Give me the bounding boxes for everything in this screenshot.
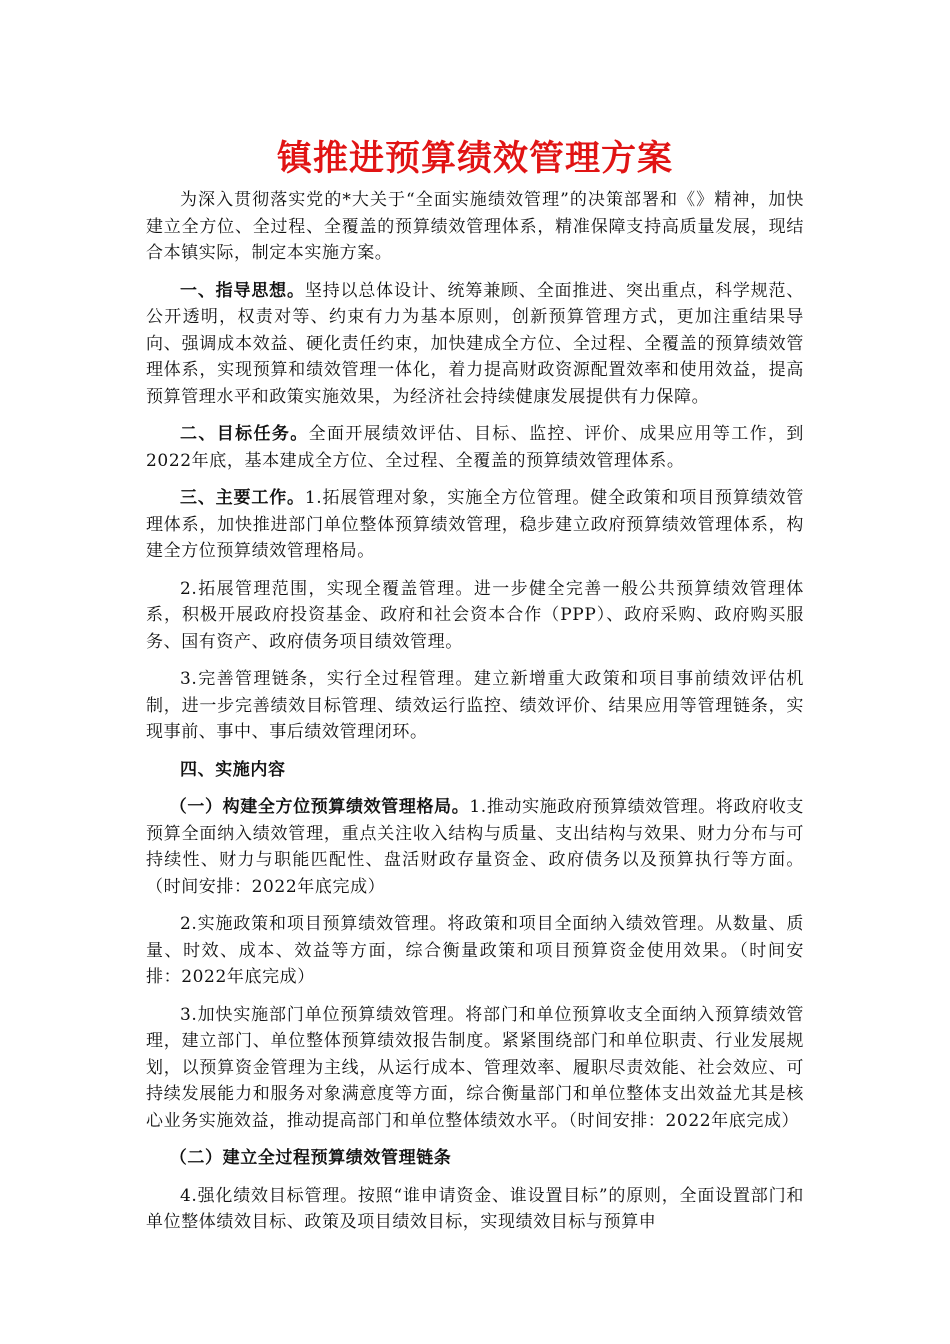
paragraph-implementation-3 — [146, 1002, 804, 1135]
paragraph-process-heading — [146, 1145, 804, 1172]
paragraph-implementation-2 — [146, 911, 804, 991]
paragraph-text: 3.加快实施部门单位预算绩效管理。将部门和单位预算收支全面纳入预算绩效管理，建立部门、单位整体预算绩效报告制度。紧紧围绕部门和单位职责、行业发展规划，以预算资金管理为主线，从运行成本、管理效率、履职尽责效能、社会效应、可持续发展能力和服务对象满意度等方面，综合衡量部门和单位整体支出效益尤其是核心业务实施效益，推动提高部门和单位整体绩效水平。（时间安排：2022年底完成） — [146, 1004, 804, 1131]
paragraph-text: 3.完善管理链条，实行全过程管理。建立新增重大政策和项目事前绩效评估机制，进一步完善绩效目标管理、绩效运行监控、绩效评价、结果应用等管理链条，实现事前、事中、事后绩效管理闭环。 — [146, 669, 804, 742]
section-heading: 三、主要工作。 — [180, 488, 305, 508]
paragraph-main-work-3 — [146, 666, 804, 746]
paragraph-implementation-heading — [146, 757, 804, 784]
paragraph-text: 2.实施政策和项目预算绩效管理。将政策和项目全面纳入绩效管理。从数量、质量、时效、成本、效益等方面，综合衡量政策和项目预算资金使用效果。（时间安排：2022年底完成） — [146, 914, 804, 987]
document-title: 镇推进预算绩效管理方案 — [276, 138, 673, 179]
paragraph-text: 2.拓展管理范围，实现全覆盖管理。进一步健全完善一般公共预算绩效管理体系，积极开展政府投资基金、政府和社会资本合作（PPP）、政府采购、政府购买服务、国有资产、政府债务项目绩效管理。 — [146, 578, 804, 652]
paragraph-main-work-1 — [146, 485, 804, 565]
paragraph-implementation-1 — [146, 794, 804, 900]
subsection-heading: （一）构建全方位预算绩效管理格局。 — [169, 797, 470, 817]
paragraph-text: 坚持以总体设计、统筹兼顾、全面推进、突出重点，科学规范、公开透明，权责对等、约束有力为基本原则，创新预算管理方式，更加注重结果导向、强调成本效益、硬化责任约束，加快建成全方位、全过程、全覆盖的预算绩效管理体系，实现预算和绩效管理一体化，着力提高财政资源配置效率和使用效益，提高预算管理水平和政策实施效果，为经济社会持续健康发展提供有力保障。 — [146, 280, 804, 407]
paragraph-text: 全面开展绩效评估、目标、监控、评价、成果应用等工作，到2022年底，基本建成全方位、全过程、全覆盖的预算绩效管理体系。 — [146, 424, 805, 471]
section-heading: 二、目标任务。 — [180, 424, 309, 444]
paragraph-text: 4.强化绩效目标管理。按照“谁申请资金、谁设置目标”的原则，全面设置部门和单位整体绩效目标、政策及项目绩效目标，实现绩效目标与预算申 — [146, 1185, 804, 1232]
paragraph-text: 1.拓展管理对象，实施全方位管理。健全政策和项目预算绩效管理体系，加快推进部门单位整体预算绩效管理，稳步建立政府预算绩效管理体系，构建全方位预算绩效管理格局。 — [146, 488, 804, 561]
paragraph-intro — [146, 187, 804, 267]
paragraph-guiding-ideology — [146, 278, 804, 411]
paragraph-text: 1.推动实施政府预算绩效管理。将政府收支预算全面纳入绩效管理，重点关注收入结构与质量、支出结构与效果、财力分布与可持续性、财力与职能匹配性、盘活财政存量资金、政府债务以及预算执行等方面。（时间安排：2022年底完成） — [146, 797, 805, 897]
subsection-heading: （二）建立全过程预算绩效管理链条 — [169, 1148, 452, 1168]
paragraph-text: 为深入贯彻落实党的*大关于“全面实施绩效管理”的决策部署和《》精神，加快建立全方位、全过程、全覆盖的预算绩效管理体系，精准保障支持高质量发展，现结合本镇实际，制定本实施方案。 — [146, 190, 804, 263]
paragraph-process-4 — [146, 1183, 804, 1236]
section-heading: 四、实施内容 — [180, 759, 286, 780]
paragraph-objectives — [146, 421, 804, 474]
section-heading: 一、指导思想。 — [180, 280, 305, 301]
document-body — [146, 187, 804, 1247]
paragraph-main-work-2 — [146, 576, 804, 656]
